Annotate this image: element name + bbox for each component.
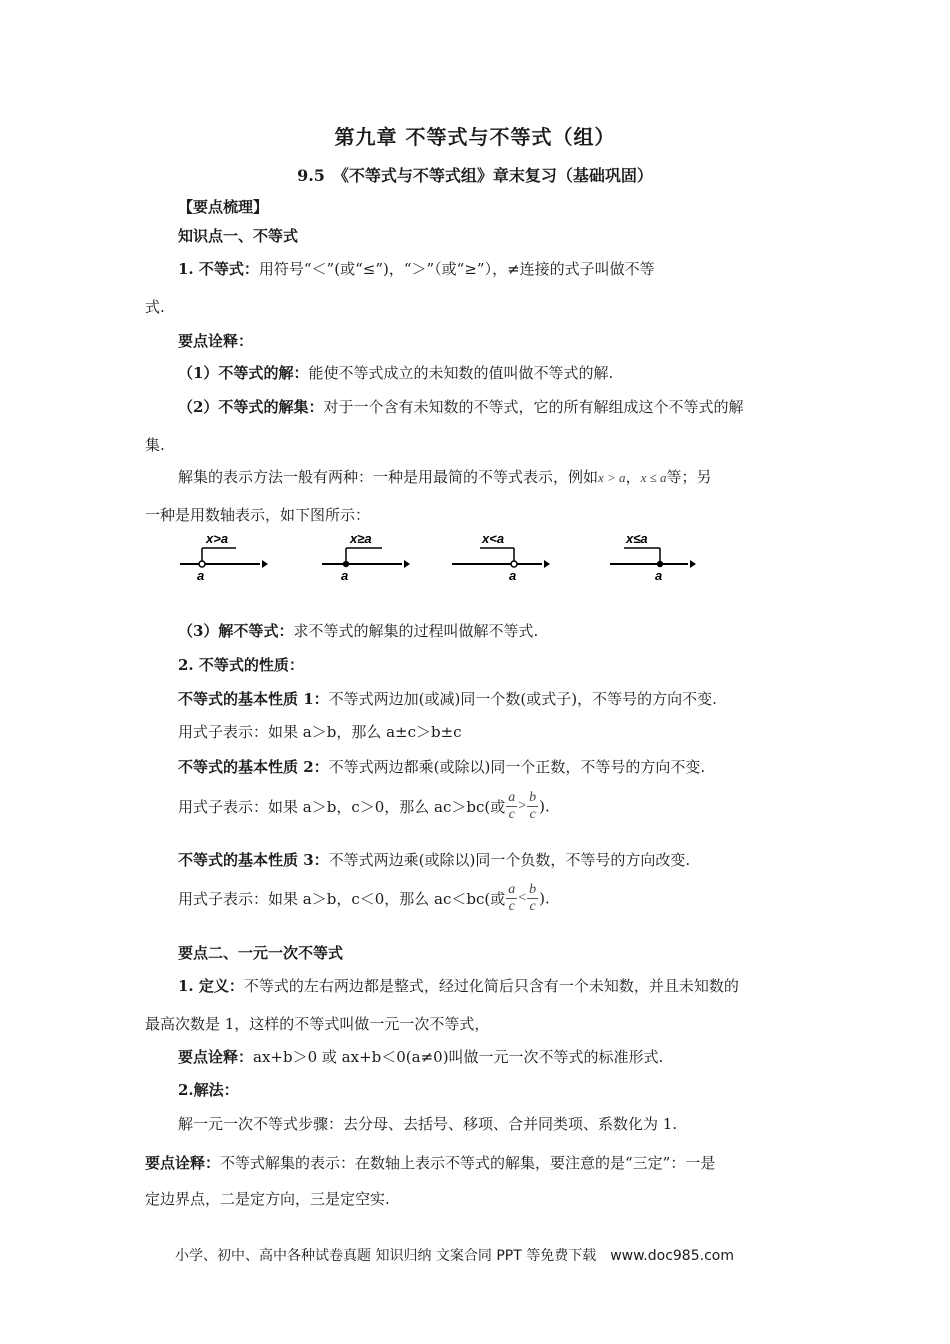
property-2-text: 不等式两边都乘(或除以)同一个正数，不等号的方向不变. (328, 758, 706, 776)
repr-sep: ， (625, 468, 641, 486)
number-line-le (610, 531, 696, 583)
note-2-text: 对于一个含有未知数的不等式，它的所有解组成这个不等式的解 (323, 398, 744, 416)
compare-op: > (518, 798, 527, 814)
note-2-line1 (178, 396, 743, 417)
property-3 (178, 849, 690, 870)
kp2-note2-text: 不等式解集的表示：在数轴上表示不等式的解集，要注意的是“三定”：一是 (220, 1154, 716, 1172)
property-1-expression: 用式子表示：如果 a＞b，那么 a±c＞b±c (178, 723, 462, 741)
repr-example-1: x > a (598, 470, 626, 485)
closed-point (343, 561, 349, 567)
closed-point (657, 561, 663, 567)
method-text: 解一元一次不等式步骤：去分母、去括号、移项、合并同类项、系数化为 1. (178, 1115, 678, 1133)
property-1-text: 不等式两边加(或减)同一个数(或式子)，不等号的方向不变. (328, 690, 717, 708)
kp2-note2-line1 (145, 1152, 715, 1173)
property-2-expr-end: ). (539, 797, 550, 816)
kp2-definition-line1 (178, 975, 739, 996)
property-2 (178, 756, 705, 777)
fraction-a-over-c: $\frac{a}{c}$ (508, 790, 516, 822)
note-2-line2: 集. (145, 436, 165, 454)
fraction-b-over-c: $\frac{b}{c}$ (529, 882, 537, 914)
label-lt: x<a (482, 531, 505, 546)
note-3 (178, 620, 538, 641)
representation-line2: 一种是用数轴表示，如下图所示： (145, 506, 371, 524)
method-heading: 2.解法： (178, 1081, 239, 1099)
kp2-def-text: 不等式的左右两边都是整式，经过化简后只含有一个未知数，并且未知数的 (243, 977, 739, 995)
page-footer: 小学、初中、高中各种试卷真题 知识归纳 文案合同 PPT 等免费下载 www.doc985.com (175, 1248, 734, 1264)
point-ge: a (341, 568, 349, 583)
property-1-label: 不等式的基本性质 1： (178, 690, 329, 708)
number-line-gt (180, 531, 268, 583)
property-2-label: 不等式的基本性质 2： (178, 758, 329, 776)
open-point (511, 561, 517, 567)
property-2-expression (178, 790, 550, 823)
property-2-expr-text: 用式子表示：如果 a＞b，c＞0，那么 ac＞bc(或 (178, 798, 506, 816)
kp1-heading: 知识点一、不等式 (178, 227, 299, 245)
point-le: a (655, 568, 663, 583)
open-point (199, 561, 205, 567)
kp2-note-text: ax+b＞0 或 ax+b＜0(a≠0)叫做一元一次不等式的标准形式. (253, 1048, 664, 1066)
kp1-def-text: 用符号“＜”(或“≤”)，“＞”（或“≥”），≠连接的式子叫做不等 (258, 260, 655, 278)
kp2-note2-label: 要点诠释： (145, 1154, 221, 1172)
property-1 (178, 688, 717, 709)
label-ge: x≥a (350, 531, 372, 546)
note-3-text: 求不等式的解集的过程叫做解不等式. (293, 622, 539, 640)
point-lt: a (509, 568, 517, 583)
kp1-def-label: 1. 不等式： (178, 260, 259, 278)
kp2-note2-line2: 定边界点，二是定方向，三是定空实. (145, 1190, 390, 1208)
kp2-note-label: 要点诠释： (178, 1048, 254, 1066)
kp1-definition-line2: 式. (145, 298, 165, 316)
repr-example-2: x ≤ a (640, 470, 667, 485)
kp1-notes-label: 要点诠释： (178, 332, 254, 350)
label-gt: x>a (206, 531, 229, 546)
kp2-heading: 要点二、一元一次不等式 (178, 944, 344, 962)
note-1 (178, 362, 613, 383)
repr-text: 解集的表示方法一般有两种：一种是用最简的不等式表示，例如 (178, 468, 599, 486)
representation-line1 (178, 466, 712, 487)
property-3-label: 不等式的基本性质 3： (178, 851, 329, 869)
kp2-note (178, 1046, 663, 1067)
summary-heading: 【要点梳理】 (178, 198, 269, 216)
note-1-label: （1）不等式的解： (178, 364, 309, 382)
fraction-a-over-c: $\frac{a}{c}$ (508, 882, 516, 914)
property-3-text: 不等式两边乘(或除以)同一个负数，不等号的方向改变. (328, 851, 691, 869)
section-title: 9.5 《不等式与不等式组》章末复习（基础巩固） (297, 166, 653, 185)
note-2-label: （2）不等式的解集： (178, 398, 324, 416)
kp2-def-label: 1. 定义： (178, 977, 244, 995)
compare-op: < (518, 890, 527, 906)
kp1-definition-line1 (178, 258, 655, 279)
kp2-definition-line2: 最高次数是 1，这样的不等式叫做一元一次不等式， (145, 1015, 490, 1033)
number-line-figures (170, 530, 710, 588)
note-1-text: 能使不等式成立的未知数的值叫做不等式的解. (308, 364, 614, 382)
number-line-ge (322, 531, 410, 583)
fraction-b-over-c: $\frac{b}{c}$ (529, 790, 537, 822)
property-3-expr-text: 用式子表示：如果 a＞b，c＜0，那么 ac＜bc(或 (178, 890, 506, 908)
point-gt: a (197, 568, 205, 583)
number-line-lt (452, 531, 550, 583)
chapter-title: 第九章 不等式与不等式（组） (334, 125, 616, 149)
note-3-label: （3）解不等式： (178, 622, 294, 640)
property-3-expression (178, 882, 550, 915)
property-3-expr-end: ). (539, 889, 550, 908)
repr-text-2: 等；另 (666, 468, 712, 486)
label-le: x≤a (626, 531, 648, 546)
properties-heading: 2. 不等式的性质： (178, 656, 304, 674)
